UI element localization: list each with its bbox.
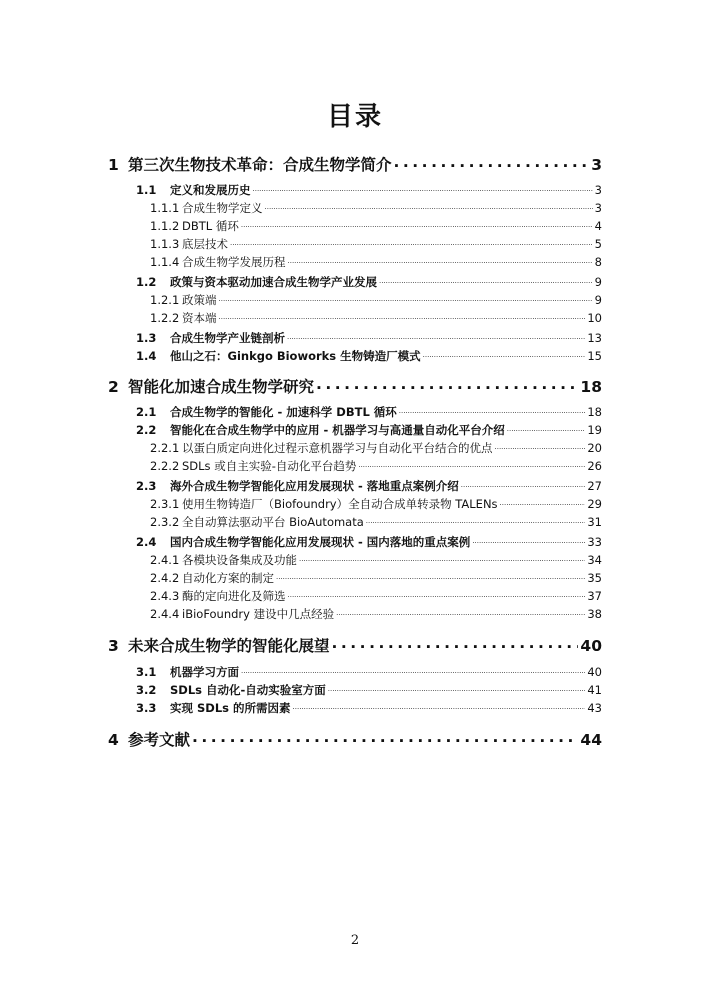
dot-leader [328, 681, 586, 694]
toc-entry-page: 3 [594, 201, 602, 215]
toc-entry-title: iBioFoundry 建设中几点经验 [182, 607, 335, 621]
toc-entry-title: 全自动算法驱动平台 BioAutomata [182, 515, 364, 529]
dot-leader [379, 273, 593, 286]
toc-entry-level-3[interactable] [150, 605, 602, 621]
toc-entry-level-3[interactable] [150, 495, 602, 511]
toc-entry-number: 1 [108, 156, 119, 174]
toc-entry-page: 3 [591, 156, 602, 174]
toc-entry-page: 37 [587, 589, 602, 603]
toc-entry-number: 2.4.4 [150, 607, 180, 621]
toc-entry-number: 1.1.4 [150, 255, 180, 269]
dot-leader [299, 551, 585, 564]
toc-entry-page: 29 [587, 497, 602, 511]
toc-entry-title: 智能化在合成生物学中的应用 - 机器学习与高通量自动化平台介绍 [170, 423, 505, 437]
toc-entry-number: 4 [108, 731, 119, 749]
toc-entry-number: 1.2 [136, 275, 157, 289]
toc-entry-title: SDLs 或自主实验-自动化平台趋势 [182, 459, 357, 473]
toc-entry-page: 15 [587, 349, 602, 363]
toc-entry-page: 9 [594, 293, 602, 307]
toc-entry-level-3[interactable] [150, 291, 602, 307]
toc-entry-page: 44 [580, 731, 602, 749]
toc-entry-number: 3.2 [136, 683, 157, 697]
toc-entry-number: 2.4.2 [150, 571, 180, 585]
toc-entry-number: 1.1.3 [150, 237, 180, 251]
toc-entry-title: 机器学习方面 [170, 665, 239, 679]
toc-entry-title: 酶的定向进化及筛选 [182, 589, 286, 603]
dot-leader [336, 605, 585, 618]
toc-entry-title: 智能化加速合成生物学研究 [128, 378, 315, 396]
toc-entry-title: 底层技术 [182, 237, 228, 251]
toc-entry-number: 2.4.3 [150, 589, 180, 603]
dot-leader [192, 727, 578, 745]
toc-entry-number: 2.3.1 [150, 497, 180, 511]
toc-entry-page: 33 [587, 535, 602, 549]
toc-entry-level-2[interactable] [136, 663, 602, 679]
toc-entry-level-2[interactable] [136, 181, 602, 197]
toc-entry-title: DBTL 循环 [182, 219, 239, 233]
toc-entry-title: 以蛋白质定向进化过程示意机器学习与自动化平台结合的优点 [182, 441, 493, 455]
toc-entry-title: 资本端 [182, 311, 217, 325]
toc-entry-level-2[interactable] [136, 403, 602, 419]
toc-entry-title: 参考文献 [128, 731, 191, 749]
toc-entry-page: 34 [587, 553, 602, 567]
toc-entry-title: 国内合成生物学智能化应用发展现状 - 国内落地的重点案例 [170, 535, 471, 549]
dot-leader [241, 217, 593, 230]
dot-leader [495, 439, 586, 452]
toc-entry-level-1[interactable] [108, 374, 602, 396]
toc-entry-page: 38 [587, 607, 602, 621]
toc-entry-level-2[interactable] [136, 681, 602, 697]
toc-entry-number: 3.3 [136, 701, 157, 715]
dot-leader [507, 421, 586, 434]
dot-leader [472, 533, 585, 546]
toc-entry-page: 26 [587, 459, 602, 473]
toc-entry-number: 2.2.2 [150, 459, 180, 473]
toc-entry-title: 未来合成生物学的智能化展望 [128, 637, 330, 655]
page-number: 2 [350, 933, 360, 948]
toc-entry-title: 政策端 [182, 293, 217, 307]
toc-entry-number: 1.1 [136, 183, 157, 197]
toc-entry-level-3[interactable] [150, 551, 602, 567]
dot-leader [423, 347, 586, 360]
toc-entry-title: 使用生物铸造厂（Biofoundry）全自动合成单转录物 TALENs [182, 497, 498, 511]
dot-leader [399, 403, 586, 416]
toc-entry-number: 1.1.1 [150, 201, 180, 215]
toc-entry-level-2[interactable] [136, 329, 602, 345]
toc-entry-page: 9 [594, 275, 602, 289]
toc-entry-number: 2.3.2 [150, 515, 180, 529]
dot-leader [366, 513, 586, 526]
toc-entry-level-2[interactable] [136, 347, 602, 363]
toc-entry-level-3[interactable] [150, 569, 602, 585]
toc-entry-level-2[interactable] [136, 477, 602, 493]
toc-entry-level-3[interactable] [150, 217, 602, 233]
toc-entry-number: 2.2.1 [150, 441, 180, 455]
toc-entry-page: 18 [580, 378, 602, 396]
toc-title: 目录 [326, 102, 383, 132]
toc-entry-title: 合成生物学定义 [182, 201, 263, 215]
toc-entry-level-2[interactable] [136, 421, 602, 437]
toc-entry-title: 合成生物学产业链剖析 [170, 331, 285, 345]
toc-entry-number: 2 [108, 378, 119, 396]
toc-entry-page: 41 [587, 683, 602, 697]
toc-entry-level-2[interactable] [136, 533, 602, 549]
toc-entry-page: 35 [587, 571, 602, 585]
toc-entry-number: 2.2 [136, 423, 157, 437]
toc-entry-number: 2.4 [136, 535, 157, 549]
toc-entry-page: 31 [587, 515, 602, 529]
toc-entry-title: 第三次生物技术革命：合成生物学简介 [128, 156, 392, 174]
dot-leader [461, 477, 586, 490]
dot-leader [288, 587, 586, 600]
toc-entry-title: 合成生物学的智能化 - 加速科学 DBTL 循环 [170, 405, 397, 419]
toc-entry-title: 他山之石：Ginkgo Bioworks 生物铸造厂模式 [170, 349, 421, 363]
toc-entry-level-3[interactable] [150, 309, 602, 325]
dot-leader [241, 663, 585, 676]
toc-entry-level-3[interactable] [150, 439, 602, 455]
toc-entry-page: 40 [580, 637, 602, 655]
toc-entry-level-3[interactable] [150, 235, 602, 251]
toc-entry-title: 海外合成生物学智能化应用发展现状 - 落地重点案例介绍 [170, 479, 459, 493]
toc-entry-page: 18 [587, 405, 602, 419]
toc-entry-number: 2.1 [136, 405, 157, 419]
dot-leader [358, 457, 585, 470]
toc-entry-title: 实现 SDLs 的所需因素 [170, 701, 291, 715]
dot-leader [219, 309, 586, 322]
dot-leader [316, 374, 578, 392]
toc-entry-level-1[interactable] [108, 152, 602, 174]
dot-leader [287, 329, 585, 342]
toc-entry-number: 1.1.2 [150, 219, 180, 233]
dot-leader [230, 235, 593, 248]
dot-leader [276, 569, 585, 582]
toc-entry-number: 3.1 [136, 665, 157, 679]
toc-entry-level-2[interactable] [136, 273, 602, 289]
toc-entry-number: 1.3 [136, 331, 157, 345]
toc-entry-number: 1.2.1 [150, 293, 180, 307]
toc-entry-page: 4 [594, 219, 602, 233]
toc-entry-level-3[interactable] [150, 199, 602, 215]
toc-entry-page: 8 [594, 255, 602, 269]
toc-entry-level-3[interactable] [150, 457, 602, 473]
toc-entry-page: 19 [587, 423, 602, 437]
dot-leader [394, 152, 590, 170]
dot-leader [219, 291, 593, 304]
dot-leader [500, 495, 586, 508]
toc-entry-number: 2.3 [136, 479, 157, 493]
toc-entry-page: 13 [587, 331, 602, 345]
toc-entry-level-1[interactable] [108, 633, 602, 655]
toc-entry-page: 10 [587, 311, 602, 325]
toc-entry-number: 1.4 [136, 349, 157, 363]
dot-leader [332, 633, 579, 651]
toc-entry-level-1[interactable] [108, 727, 602, 749]
toc-entry-level-3[interactable] [150, 587, 602, 603]
toc-entry-page: 20 [587, 441, 602, 455]
toc-entry-level-3[interactable] [150, 253, 602, 269]
toc-entry-title: 各模块设备集成及功能 [182, 553, 297, 567]
toc-entry-title: 定义和发展历史 [170, 183, 251, 197]
toc-entry-number: 2.4.1 [150, 553, 180, 567]
toc-entry-page: 5 [594, 237, 602, 251]
toc-entry-page: 27 [587, 479, 602, 493]
toc-entry-page: 40 [587, 665, 602, 679]
toc-entry-title: 政策与资本驱动加速合成生物学产业发展 [170, 275, 377, 289]
toc-entry-number: 1.2.2 [150, 311, 180, 325]
toc-entry-title: 自动化方案的制定 [182, 571, 274, 585]
toc-entry-level-3[interactable] [150, 513, 602, 529]
toc-entry-page: 43 [587, 701, 602, 715]
toc-entry-title: 合成生物学发展历程 [182, 255, 286, 269]
toc-entry-title: SDLs 自动化-自动实验室方面 [170, 683, 326, 697]
dot-leader [288, 253, 593, 266]
dot-leader [293, 699, 586, 712]
dot-leader [265, 199, 593, 212]
toc-entry-level-2[interactable] [136, 699, 602, 715]
toc-entry-page: 3 [594, 183, 602, 197]
toc-entry-number: 3 [108, 637, 119, 655]
dot-leader [253, 181, 593, 194]
